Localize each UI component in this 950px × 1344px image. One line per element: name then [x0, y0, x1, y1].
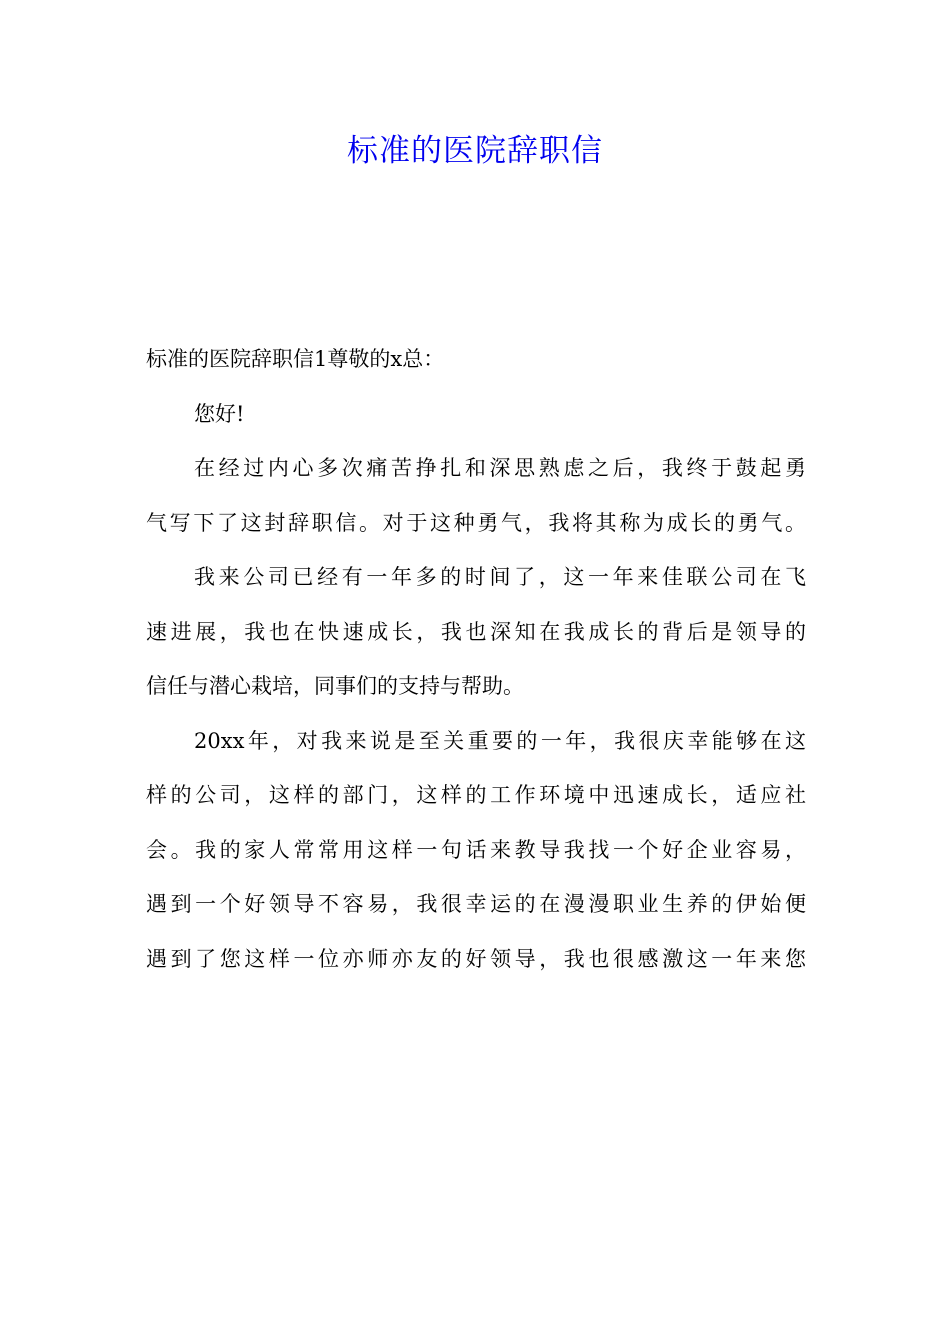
- body-line: 信任与潜心栽培，同事们的支持与帮助。: [146, 674, 524, 698]
- body-line: 20xx年，对我来说是至关重要的一年，我很庆幸能够在这: [194, 728, 806, 753]
- greeting-line: 您好!: [194, 401, 245, 426]
- document-title: 标准的医院辞职信: [347, 133, 603, 169]
- body-line: 遇到一个好领导不容易，我很幸运的在漫漫职业生养的伊始便: [146, 892, 806, 916]
- salutation-line: 标准的医院辞职信1尊敬的x总：: [146, 347, 445, 371]
- body-line: 速进展，我也在快速成长，我也深知在我成长的背后是领导的: [146, 619, 806, 644]
- body-line: 我来公司已经有一年多的时间了，这一年来佳联公司在飞: [194, 565, 806, 589]
- body-line: 样的公司，这样的部门，这样的工作环境中迅速成长，适应社: [146, 783, 806, 807]
- body-line: 气写下了这封辞职信。对于这种勇气，我将其称为成长的勇气。: [146, 510, 806, 535]
- body-line: 遇到了您这样一位亦师亦友的好领导，我也很感激这一年来您: [146, 946, 806, 971]
- body-line: 在经过内心多次痛苦挣扎和深思熟虑之后，我终于鼓起勇: [194, 456, 806, 480]
- document-body: [146, 332, 806, 986]
- body-line: 会。我的家人常常用这样一句话来教导我找一个好企业容易，: [146, 837, 806, 862]
